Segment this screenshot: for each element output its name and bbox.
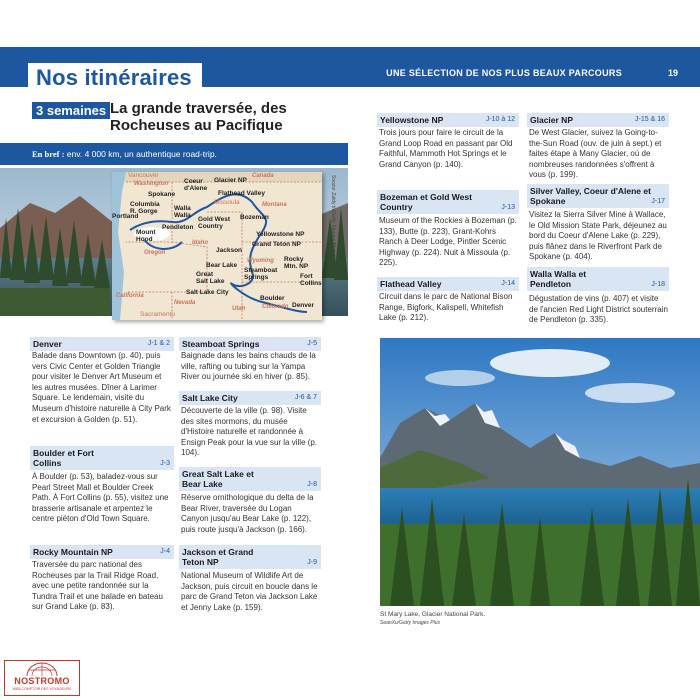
stage-days: J-14 (501, 280, 515, 287)
stage-name: Rocky Mountain NP (33, 547, 113, 557)
stage-days: J-5 (307, 340, 317, 347)
stage-name: Bozeman et Gold West Country (380, 192, 472, 212)
globe-icon (5, 661, 79, 677)
map-place-grand-teton-np: Grand Teton NP (252, 241, 301, 248)
stage-flathead-title (377, 277, 519, 291)
section-title: Nos itinéraires (36, 65, 192, 90)
en-bref-label: En bref : (32, 149, 65, 159)
stage-glacier-title (527, 113, 669, 127)
stage-name: Flathead Valley (380, 279, 442, 289)
map-state-washington: Washington (134, 181, 169, 187)
map-place-rocky-mtn-np: Rocky Mtn. NP (284, 256, 309, 270)
map-place-vancouver: Vancouver (128, 172, 159, 179)
map-place-walla-walla: Walla Walla (174, 205, 191, 219)
map-place-great-salt-lake: Great Salt Lake (196, 271, 225, 285)
map-place-columbia-gorge: Columbia R. Gorge (130, 201, 160, 215)
stage-jackson-title (179, 545, 321, 569)
stage-name: Glacier NP (530, 115, 573, 125)
stage-name: Denver (33, 339, 62, 349)
nostromo-logo (4, 660, 80, 696)
stage-name: Jackson et Grand Teton NP (182, 547, 254, 567)
stage-name: Salt Lake City (182, 393, 238, 403)
stage-bozeman-title (377, 190, 519, 214)
stage-days: J-17 (651, 198, 665, 205)
map-place-spokane: Spokane (148, 191, 176, 198)
stage-saltlakecity-text: Découverte de la ville (p. 98). Visite des sites mormons, du musée d'Histoire naturelle et randonnée à Ensign Peak pour la vue sur la ville (p. 104). (181, 406, 318, 458)
logo-name: NOSTROMO (14, 676, 70, 686)
stage-steamboat-title (179, 337, 321, 351)
map-place-yellowstone-np: Yellowstone NP (256, 231, 305, 238)
map-place-glacier-np: Glacier NP (214, 177, 247, 184)
map-state-montana: Montana (262, 202, 287, 208)
stage-name: Great Salt Lake et Bear Lake (182, 469, 254, 489)
map-place-steamboat-springs: Steamboat Springs (244, 267, 278, 281)
stage-yellowstone-text: Trois jours pour faire le circuit de la Grand Loop Road en passant par Old Faithful, Mammoth Hot Springs et le Grand Canyon (p. 140). (379, 128, 513, 169)
map-place-gold-west-country: Gold West Country (198, 216, 231, 230)
map-credit: Soozor Zaldy In/Getty Images Plus (330, 175, 336, 253)
stage-days: J-8 (307, 481, 317, 488)
stage-days: J-1 & 2 (147, 340, 170, 347)
map-place-jackson: Jackson (216, 247, 243, 254)
map-state-idaho: Idaho (192, 240, 208, 246)
en-bref-bar (0, 143, 348, 165)
map-place-portland: Portland (112, 213, 139, 220)
photo-caption-text: St Mary Lake, Glacier National Park. (380, 611, 486, 618)
stage-days: J-18 (651, 281, 665, 288)
stage-yellowstone-title (377, 113, 519, 127)
map-place-missoula: Missoula (214, 199, 240, 206)
map-state-canada: Canada (252, 173, 274, 179)
stage-name: Steamboat Springs (182, 339, 260, 349)
stage-silvervalley-text: Visitez la Sierra Silver Mine à Wallace, le Old Mission State Park, déjeunez au bord du Coeur d'Alene Lake (p. 229), puis flânez dans le Riverfront Park de Spokane (p. 404). (529, 210, 667, 262)
stage-days: J-3 (160, 460, 170, 467)
stage-bozeman-text: Museum of the Rockies à Bozeman (p. 133), Butte (p. 223), Grant-Kohrs Ranch à Deer Lodge, Pintler Scenic Highway (p. 224). Nuit à Missoula (p. 225). (379, 216, 517, 268)
stage-days: J-10 à 12 (485, 116, 515, 123)
stage-name: Boulder et Fort Collins (33, 448, 94, 468)
map-place-salt-lake-city: Salt Lake City (186, 289, 229, 296)
stage-rocky-title (30, 545, 174, 559)
map-place-mount-hood: Mount Hood (136, 229, 156, 243)
map-state-wyoming: Wyoming (247, 258, 274, 264)
stage-days: J-13 (501, 204, 515, 211)
stage-jackson-text: National Museum of Wildlife Art de Jackson, puis circuit en boucle dans le parc de Grand Teton via Jackson Lake et Jenny Lake (p. 159). (181, 571, 318, 612)
section-title-box (28, 63, 202, 93)
itinerary-title: La grande traversée, des Rocheuses au Pacifique (110, 100, 287, 134)
map-place-coeur-dalene: Coeur d'Alene (184, 178, 208, 192)
stage-silvervalley-title (527, 184, 669, 208)
itinerary-map (112, 172, 322, 320)
stage-name: Walla Walla et Pendleton (530, 269, 587, 289)
stage-saltlakecity-title (179, 391, 321, 405)
stage-wallawalla-title (527, 267, 669, 291)
section-subtitle: UNE SÉLECTION DE NOS PLUS BEAUX PARCOURS (386, 68, 622, 78)
page-number: 19 (667, 68, 678, 78)
map-place-bear-lake: Bear Lake (206, 262, 238, 269)
stage-name: Silver Valley, Coeur d'Alene et Spokane (530, 186, 651, 206)
stage-name: Yellowstone NP (380, 115, 444, 125)
stage-boulder-title (30, 446, 174, 470)
stage-glacier-text: De West Glacier, suivez la Going-to-the-Sun Road (ouv. de juin à sept.) et faites étape à Many Glacier, où de nombreuses randonnées s'offrent à vous (p. 199). (529, 128, 662, 180)
map-state-oregon: Oregon (144, 250, 166, 256)
map-place-flathead-valley: Flathead Valley (218, 190, 265, 197)
photo-credit: SeanXu/Getty Images Plus (380, 620, 441, 626)
stage-denver-title (30, 337, 174, 351)
en-bref-text: env. 4 000 km, un authentique road-trip. (64, 149, 217, 159)
map-state-colorado: Colorado (262, 304, 289, 310)
stage-boulder-text: À Boulder (p. 53), baladez-vous sur Pearl Street Mall et Boulder Creek Path. À Fort Collins (p. 55), visitez une brasserie artisanale et arpentez le centre piéton d'Old Town Square. (32, 472, 169, 524)
map-place-denver: Denver (292, 302, 315, 309)
stage-days: J-6 & 7 (294, 394, 317, 401)
stage-days: J-4 (160, 548, 170, 555)
map-state-nevada: Nevada (174, 300, 196, 306)
map-place-sacramento: Sacramento (140, 311, 176, 318)
map-place-pendleton: Pendleton (162, 224, 194, 231)
map-state-utah: Utah (232, 306, 246, 312)
logo-tagline: WEB COMPTOIR DES VOYAGEURS (12, 687, 72, 691)
stage-greatsaltlake-title (179, 467, 321, 491)
duration-badge: 3 semaines (32, 102, 110, 119)
photo-caption (380, 611, 485, 627)
stage-rocky-text: Traversée du parc national des Rocheuses par la Trail Ridge Road, avec une petite randonnée sur la Tundra Trail et une balade en bateau sur Grand Lake (p. 83). (32, 560, 163, 612)
map-place-boulder: Boulder (260, 295, 285, 302)
map-state-california: California (116, 293, 144, 299)
stage-days: J-15 & 16 (635, 116, 665, 123)
stage-flathead-text: Circuit dans le parc de National Bison Range, Bigfork, Kalispell, Whitefish Lake (p. 212). (379, 292, 513, 323)
stage-days: J-9 (307, 559, 317, 566)
stage-denver-text: Balade dans Downtown (p. 40), puis vers Civic Center et Golden Triangle pour visiter le Denver Art Museum et les autres musées. Dîner à Larimer Square. Le lendemain, visite du Museum d'histoire naturelle à City Park et excursion à Golden (p. 51). (32, 351, 171, 424)
stage-steamboat-text: Baignade dans les bains chauds de la ville, rafting ou tubing sur la Yampa River ou journée ski en hiver (p. 85). (181, 351, 316, 382)
stage-greatsaltlake-text: Réserve ornithologique du delta de la Bear River, traversée du Logan Canyon jusqu'au Bear Lake (p. 122), puis route jusqu'à Jackson (p. 166). (181, 493, 314, 534)
stage-wallawalla-text: Dégustation de vins (p. 407) et visite de l'ancien Red Light District souterrain de Pendleton (p. 335). (529, 294, 668, 325)
st-mary-lake-photo (380, 338, 700, 606)
header-band (0, 47, 700, 90)
map-place-bozeman: Bozeman (240, 214, 269, 221)
map-place-fort-collins: Fort Collins (300, 273, 322, 287)
